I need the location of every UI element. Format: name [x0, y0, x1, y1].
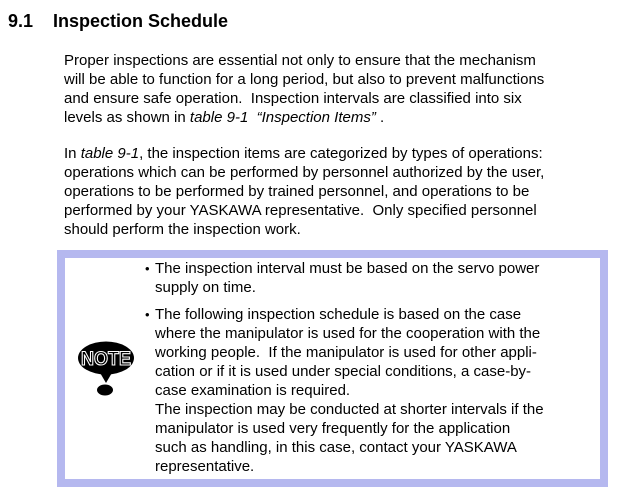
- text-line: should perform the inspection work.: [64, 221, 301, 238]
- note-box: [57, 250, 608, 487]
- text-line: manipulator is used very frequently for the application: [155, 420, 511, 437]
- text-line: The inspection interval must be based on the servo power: [155, 260, 540, 277]
- bullet-icon: •: [145, 261, 150, 276]
- text-line: case examination is required.: [155, 382, 351, 399]
- note-bullet-item: [145, 305, 600, 476]
- text-line: supply on time.: [155, 279, 256, 296]
- note-bullet-list: [145, 259, 600, 476]
- note-bubble-icon: [72, 337, 142, 406]
- text-line: The inspection may be conducted at shorter intervals if the: [155, 401, 544, 418]
- text-line: In table 9-1, the inspection items are categorized by types of operations:: [64, 145, 543, 162]
- text-line: operations to be performed by trained personnel, and operations to be: [64, 183, 530, 200]
- paragraph-categories: [64, 144, 544, 239]
- bullet-icon: •: [145, 307, 150, 322]
- section-number: 9.1: [8, 11, 34, 31]
- text-line: where the manipulator is used for the cooperation with the: [155, 325, 541, 342]
- bullet-text: [155, 259, 539, 297]
- text-line: performed by your YASKAWA representative. Only specified personnel: [64, 202, 537, 219]
- paragraph-intro: [64, 51, 544, 127]
- bullet-text: [155, 305, 544, 476]
- text-line: levels as shown in table 9-1 “Inspection Items” .: [64, 109, 385, 126]
- text-line: representative.: [155, 458, 255, 475]
- page-title: Inspection Schedule: [53, 11, 229, 31]
- text-line: The following inspection schedule is based on the case: [155, 306, 522, 323]
- text-line: working people. If the manipulator is used for other appli-: [155, 344, 537, 361]
- text-line: will be able to function for a long period, but also to prevent malfunctions: [64, 71, 545, 88]
- text-line: operations which can be performed by personnel authorized by the user,: [64, 164, 545, 181]
- text-line: Proper inspections are essential not only to ensure that the mechanism: [64, 52, 536, 69]
- note-icon-label: NOTE: [81, 349, 131, 370]
- text-line: such as handling, in this case, contact your YASKAWA: [155, 439, 517, 456]
- note-bullet-item: [145, 259, 600, 297]
- text-line: and ensure safe operation. Inspection intervals are classified into six: [64, 90, 522, 107]
- text-line: cation or if it is used under special conditions, a case-by-: [155, 363, 532, 380]
